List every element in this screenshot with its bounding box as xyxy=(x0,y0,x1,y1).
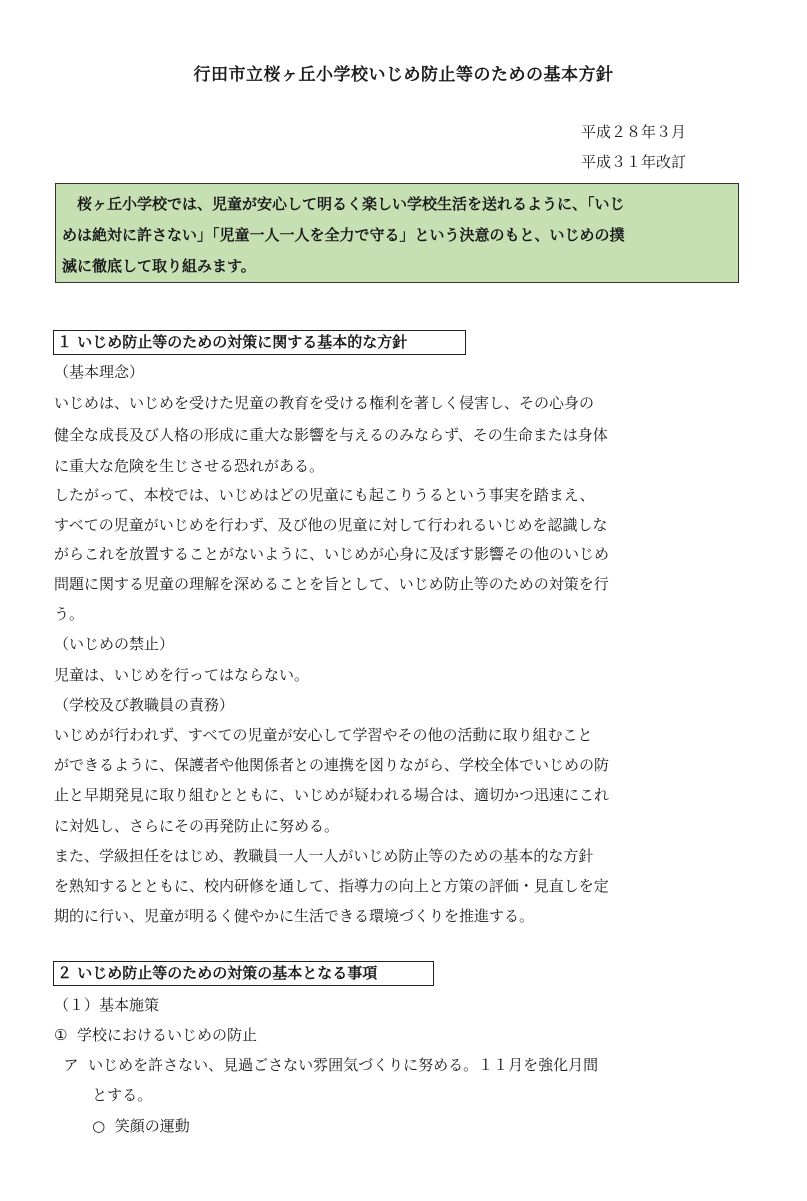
lead-statement-box xyxy=(55,183,739,283)
section-2-line: とする。 xyxy=(54,1086,153,1104)
section-1-line: （基本理念） xyxy=(54,363,145,381)
lead-line: めは絶対に許さない」「児童一人一人を全力で守る」という決意のもと、いじめの撲 xyxy=(62,226,625,244)
section-2-line: （１）基本施策 xyxy=(54,996,160,1014)
page-title: 行田市立桜ヶ丘小学校いじめ防止等のための基本方針 xyxy=(193,65,614,85)
section-1-line: がらこれを放置することがないように、いじめが心身に及ぼす影響その他のいじめ xyxy=(54,545,610,563)
lead-line: 桜ヶ丘小学校では、児童が安心して明るく楽しい学校生活を送れるように、「いじ xyxy=(62,195,625,213)
section-1-line: すべての児童がいじめを行わず、及び他の児童に対して行われるいじめを認識しな xyxy=(54,516,608,534)
section-1-heading: １ いじめ防止等のための対策に関する基本的な方針 xyxy=(53,330,466,355)
section-1-line: 児童は、いじめを行ってはならない。 xyxy=(54,666,310,684)
section-1-line: 期的に行い、児童が明るく健やかに生活できる環境づくりを推進する。 xyxy=(54,907,535,925)
section-1-line: に対処し、さらにその再発防止に努める。 xyxy=(54,817,340,835)
section-2-heading: ２ いじめ防止等のための対策の基本となる事項 xyxy=(53,961,434,986)
section-1-line: 止と早期発見に取り組むとともに、いじめが疑われる場合は、適切かつ迅速にこれ xyxy=(54,786,610,804)
section-1-line: （いじめの禁止） xyxy=(54,635,175,653)
date-created: 平成２８年３月 xyxy=(581,123,687,141)
section-1-line: したがって、本校では、いじめはどの児童にも起こりうるという事実を踏まえ、 xyxy=(54,486,595,504)
section-1-line: を熟知するとともに、校内研修を通して、指導力の向上と方策の評価・見直しを定 xyxy=(54,877,609,895)
section-1-line: また、学級担任をはじめ、教職員一人一人がいじめ防止等のための基本的な方針 xyxy=(54,847,594,865)
section-2-line: ア いじめを許さない、見過ごさない雰囲気づくりに努める。１１月を強化月間 xyxy=(54,1056,599,1074)
section-1-line: う。 xyxy=(54,605,85,623)
section-1-line: いじめは、いじめを受けた児童の教育を受ける権利を著しく侵害し、その心身の xyxy=(54,394,595,412)
section-1-line: ができるように、保護者や他関係者との連携を図りながら、学校全体でいじめの防 xyxy=(54,756,610,774)
section-2-line: ① 学校におけるいじめの防止 xyxy=(54,1026,257,1044)
date-revised: 平成３１年改訂 xyxy=(581,153,687,171)
lead-line: 滅に徹底して取り組みます。 xyxy=(62,257,256,275)
section-1-line: （学校及び教職員の責務） xyxy=(54,696,235,714)
section-1-line: いじめが行われず、すべての児童が安心して学習やその他の活動に取り組むこと xyxy=(54,726,593,744)
section-2-line: ○ 笑顔の運動 xyxy=(54,1117,190,1135)
section-1-line: 問題に関する児童の理解を深めることを旨として、いじめ防止等のための対策を行 xyxy=(54,575,609,593)
section-1-line: に重大な危険を生じさせる恐れがある。 xyxy=(54,457,325,475)
section-1-line: 健全な成長及び人格の形成に重大な影響を与えるのみならず、その生命または身体 xyxy=(54,426,608,444)
